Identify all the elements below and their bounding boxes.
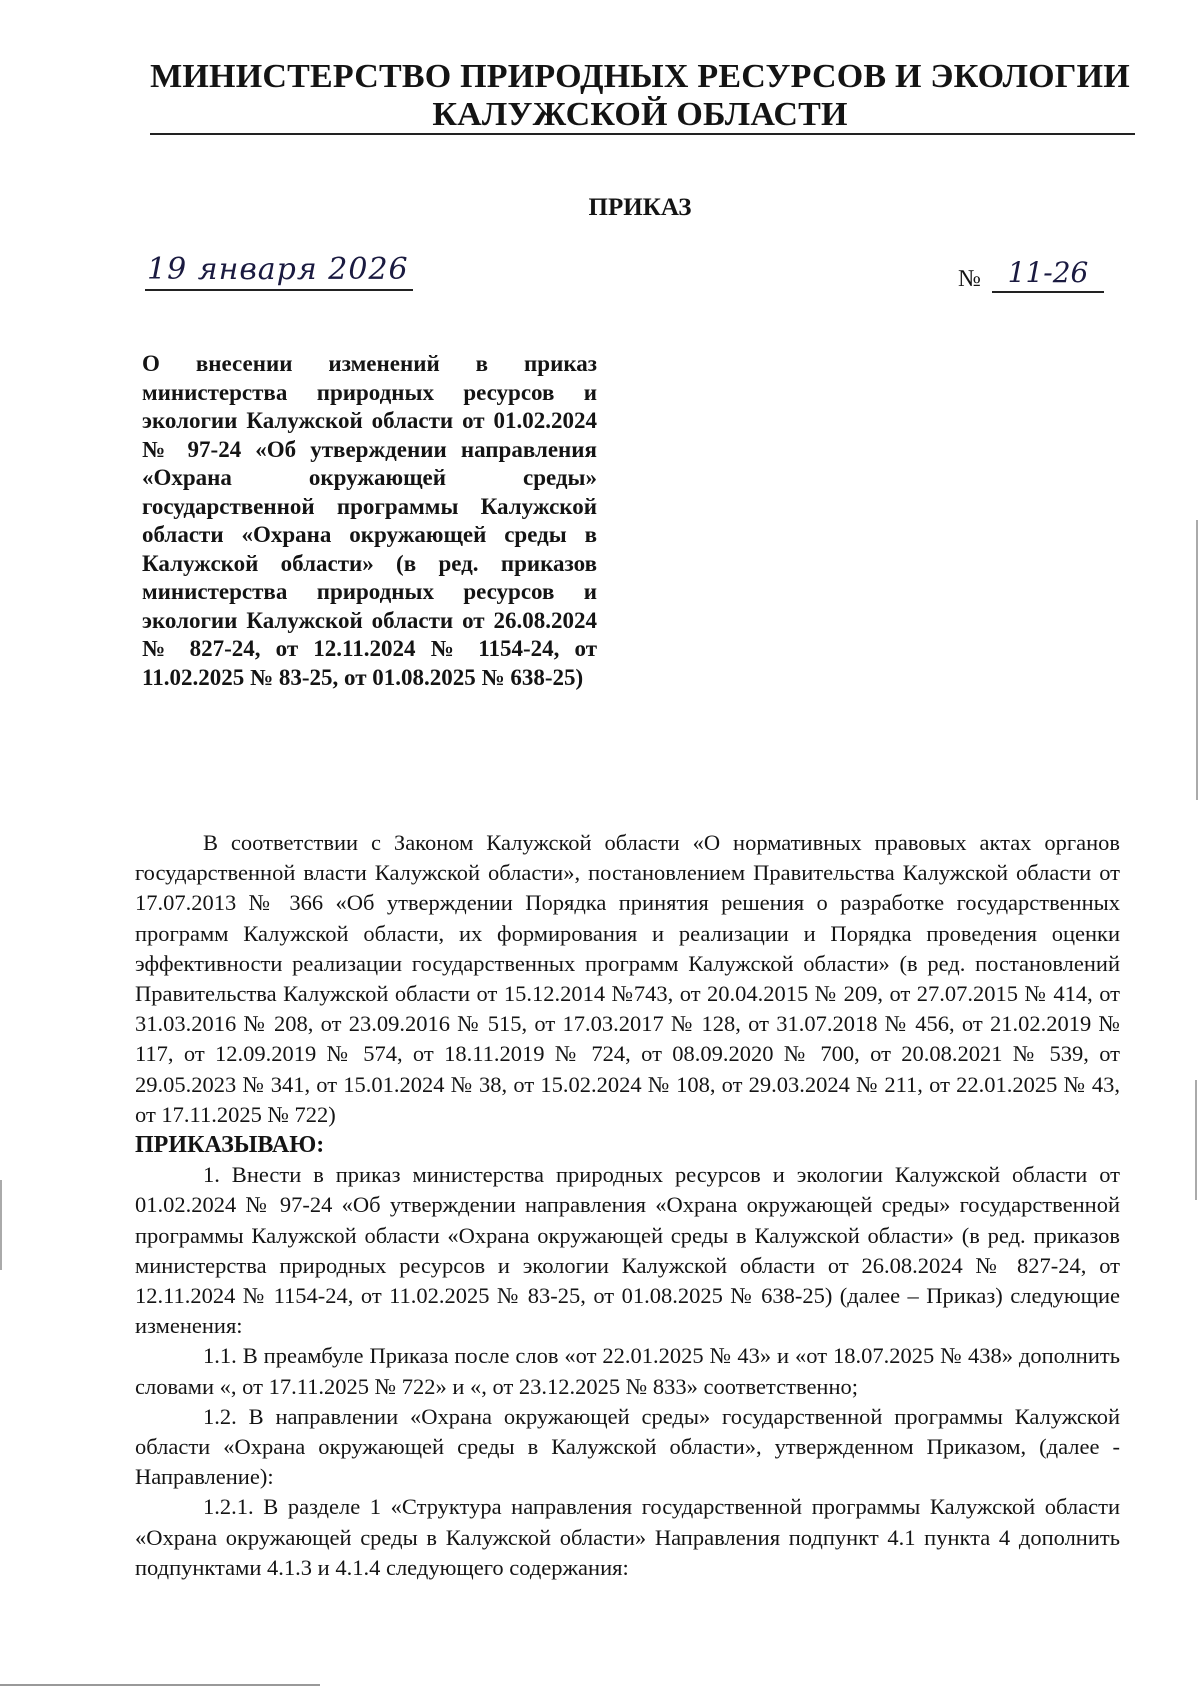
scan-edge-mark	[0, 1684, 320, 1686]
ministry-header-line2: КАЛУЖСКОЙ ОБЛАСТИ	[432, 96, 848, 133]
order-body	[135, 828, 1120, 1583]
header-divider	[150, 133, 1135, 135]
item-1-2-1: 1.2.1. В разделе 1 «Структура направления государственной программы Калужской области «Охрана окружающей среды в Калужской области» Направления подпункт 4.1 пункта 4 дополнить подпунктами 4.1.3 и 4.1.4 следующего содержания:	[135, 1494, 1120, 1580]
preamble: В соответствии с Законом Калужской области «О нормативных правовых актах органов государственной власти Калужской области», постановлением Правительства Калужской области от 17.07.2013 № 366 «Об утверждении Порядка принятия решения о разработке государственных программ Калужской области, их формирования и реализации и Порядка проведения оценки эффективности реализации государственных программ Калужской области» (в ред. постановлений Правительства Калужской области от 15.12.2014 №743, от 20.04.2015 № 209, от 27.07.2015 № 414, от 31.03.2016 № 208, от 23.09.2016 № 515, от 17.03.2017 № 128, от 31.07.2018 № 456, от 21.02.2019 № 117, от 12.09.2019 № 574, от 18.11.2019 № 724, от 08.09.2020 № 700, от 20.08.2021 № 539, от 29.05.2023 № 341, от 15.01.2024 № 38, от 15.02.2024 № 108, от 29.03.2024 № 211, от 22.01.2025 № 43, от 17.11.2025 № 722)	[135, 830, 1120, 1127]
ministry-header-line1: МИНИСТЕРСТВО ПРИРОДНЫХ РЕСУРСОВ И ЭКОЛОГИИ	[150, 58, 1130, 95]
order-directive: ПРИКАЗЫВАЮ:	[135, 1132, 325, 1159]
item-1-1: 1.1. В преамбуле Приказа после слов «от 22.01.2025 № 43» и «от 18.07.2025 № 438» дополнить словами «, от 17.11.2025 № 722» и «, от 23.12.2025 № 833» соответственно;	[135, 1343, 1120, 1399]
item-1-2: 1.2. В направлении «Охрана окружающей среды» государственной программы Калужской области «Охрана окружающей среды в Калужской области», утвержденном Приказом, (далее - Направление):	[135, 1403, 1120, 1490]
scan-edge-mark	[0, 1180, 2, 1270]
order-date: 19 января 2026	[145, 252, 413, 291]
order-title: ПРИКАЗ	[588, 194, 692, 221]
scan-edge-mark	[1195, 1080, 1197, 1200]
scan-edge-mark	[1196, 520, 1198, 800]
order-number: 11-26	[992, 256, 1104, 293]
order-subject: О внесении изменений в приказ министерства природных ресурсов и экологии Калужской области от 01.02.2024 № 97-24 «Об утверждении направления «Охрана окружающей среды» государственной программы Калужской области «Охрана окружающей среды в Калужской области» (в ред. приказов министерства природных ресурсов и экологии Калужской области от 26.08.2024 № 827-24, от 12.11.2024 № 1154-24, от 11.02.2025 № 83-25, от 01.08.2025 № 638-25)	[142, 351, 597, 690]
ministry-header	[150, 58, 1130, 134]
item-1: 1. Внести в приказ министерства природных ресурсов и экологии Калужской области от 01.02.2024 № 97-24 «Об утверждении направления «Охрана окружающей среды» государственной программы Калужской области «Охрана окружающей среды в Калужской области» (в ред. приказов министерства природных ресурсов и экологии Калужской области от 26.08.2024 № 827-24, от 12.11.2024 № 1154-24, от 11.02.2025 № 83-25, от 01.08.2025 № 638-25) (далее – Приказ) следующие изменения:	[135, 1162, 1120, 1339]
order-number-label: №	[958, 266, 981, 292]
